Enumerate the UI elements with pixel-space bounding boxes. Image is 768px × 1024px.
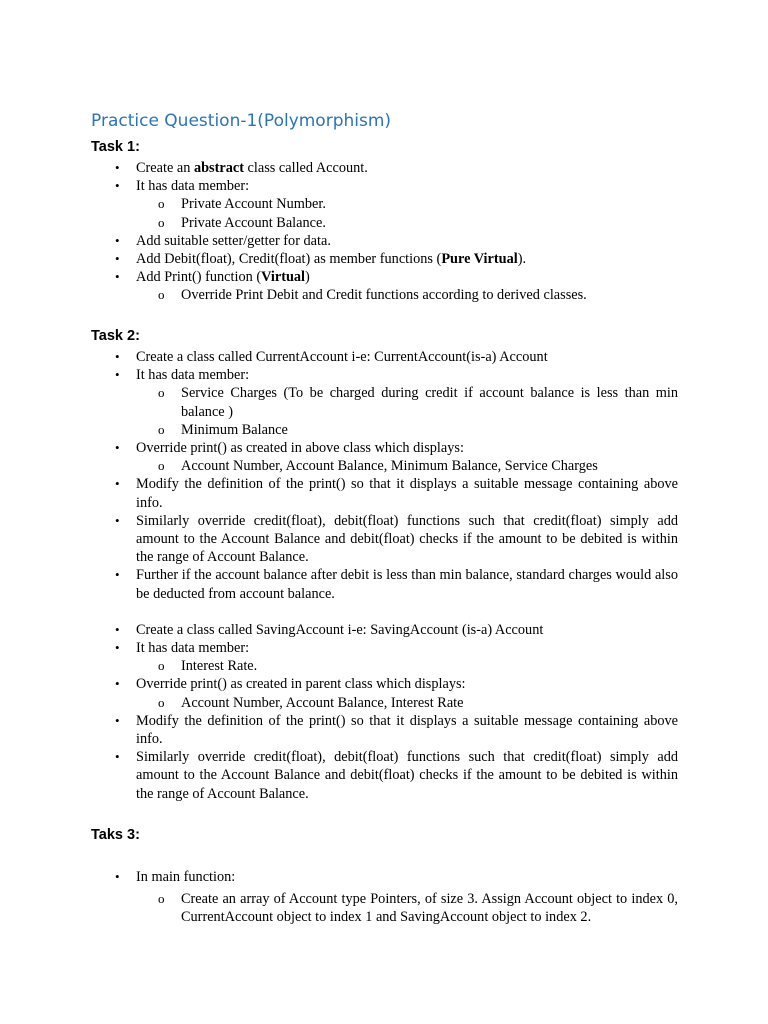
list-item — [113, 268, 678, 286]
list-item-text: class called Account. — [243, 160, 368, 176]
list-item — [113, 475, 678, 511]
bullet-marker: • — [115, 269, 120, 285]
sub-list-item — [113, 214, 678, 232]
bullet-marker: • — [115, 440, 120, 456]
sub-list-item — [113, 890, 678, 926]
spacer — [113, 603, 678, 621]
bullet-marker: • — [115, 367, 120, 383]
list-item-text: Create a class called CurrentAccount i-e: CurrentAccount(is-a) Account — [136, 349, 548, 365]
sub-list-item — [113, 421, 678, 439]
list-item — [113, 566, 678, 602]
bold-text: Virtual — [261, 269, 306, 286]
task3-list — [113, 868, 678, 927]
list-item — [113, 159, 678, 177]
sub-bullet-marker: o — [158, 214, 165, 230]
sub-bullet-marker: o — [158, 421, 165, 437]
list-item-text: Override print() as created in parent class which displays: — [136, 676, 466, 693]
list-item-text: Create a class called SavingAccount i-e: SavingAccount (is-a) Account — [136, 621, 544, 638]
bullet-marker: • — [115, 676, 120, 692]
task1-heading: Task 1: — [91, 139, 140, 155]
list-item-text: Override Print Debit and Credit functions according to derived classes. — [181, 287, 587, 304]
sub-bullet-marker: o — [158, 385, 165, 401]
bullet-marker: • — [115, 349, 120, 364]
list-item-text: Similarly override credit(float), debit(float) functions such that credit(float) simply add amount to the Account Balance and debit(float) checks if the amount to be debited is within the range of Account Balance. — [136, 749, 678, 802]
bullet-marker: • — [115, 621, 120, 637]
list-item-text: Create an — [136, 160, 194, 176]
task1-list — [113, 159, 678, 305]
list-item-text: Account Number, Account Balance, Minimum Balance, Service Charges — [181, 458, 598, 475]
bullet-marker: • — [115, 567, 120, 583]
bullet-marker: • — [115, 232, 120, 248]
list-item-text: Private Account Number. — [181, 196, 326, 213]
sub-bullet-marker: o — [158, 287, 165, 303]
bullet-marker: • — [115, 640, 120, 656]
list-item-text: Account Number, Account Balance, Interest Rate — [181, 694, 464, 711]
list-item-text: Add suitable setter/getter for data. — [136, 232, 331, 249]
list-item — [113, 439, 678, 457]
sub-list-item — [113, 657, 678, 675]
sub-bullet-marker: o — [158, 658, 165, 674]
list-item-text: ) — [305, 269, 310, 286]
sub-bullet-marker: o — [158, 458, 165, 474]
list-item-text: Minimum Balance — [181, 421, 288, 438]
page-title: Practice Question-1(Polymorphism) — [91, 111, 392, 131]
list-item — [113, 366, 678, 384]
list-item-text: It has data member: — [136, 640, 250, 657]
sub-list-item — [113, 384, 678, 420]
list-item — [113, 512, 678, 567]
sub-bullet-marker: o — [158, 694, 165, 710]
bullet-marker: • — [115, 869, 120, 884]
list-item-text: Add Print() function ( — [136, 269, 262, 286]
list-item-text: Service Charges (To be charged during credit if account balance is less than min balance ) — [181, 385, 678, 420]
sub-list-item — [113, 694, 678, 712]
bullet-marker: • — [115, 476, 120, 492]
bullet-marker: • — [115, 712, 120, 728]
sub-list-item — [113, 457, 678, 475]
task2-list — [113, 348, 678, 803]
list-item-text: ). — [517, 251, 527, 268]
list-item — [113, 250, 678, 268]
sub-list-item — [113, 195, 678, 213]
list-item-text: Override print() as created in above class which displays: — [136, 440, 464, 457]
list-item — [113, 748, 678, 803]
list-item-text: Modify the definition of the print() so that it displays a suitable message containing above info. — [136, 476, 678, 511]
task2-heading: Task 2: — [91, 328, 140, 344]
list-item — [113, 232, 678, 250]
bold-text: Pure Virtual — [441, 251, 518, 268]
list-item — [113, 675, 678, 693]
list-item-text: It has data member: — [136, 367, 250, 384]
sub-list-item — [113, 286, 678, 304]
bullet-marker: • — [115, 512, 120, 528]
list-item-text: In main function: — [136, 869, 236, 885]
bullet-marker: • — [115, 251, 120, 267]
list-item — [113, 621, 678, 639]
task3-heading: Taks 3: — [91, 827, 140, 843]
bullet-marker: • — [115, 749, 120, 765]
list-item — [113, 177, 678, 195]
bullet-marker: • — [115, 178, 120, 194]
bold-text: abstract — [193, 160, 244, 176]
list-item — [113, 868, 678, 886]
list-item-text: Create an array of Account type Pointers, of size 3. Assign Account object to index 0, CurrentAccount object to index 1 and SavingAccount object to index 2. — [181, 891, 678, 926]
list-item — [113, 348, 678, 366]
list-item-text: Modify the definition of the print() so that it displays a suitable message containing above info. — [136, 712, 678, 748]
list-item-text: It has data member: — [136, 178, 250, 195]
list-item-text: Further if the account balance after debit is less than min balance, standard charges would also be deducted from account balance. — [136, 567, 678, 602]
list-item-text: Similarly override credit(float), debit(float) functions such that credit(float) simply add amount to the Account Balance and debit(float) checks if the amount to be debited is within the range of Account Balance. — [136, 512, 678, 566]
list-item — [113, 712, 678, 748]
bullet-marker: • — [115, 160, 120, 175]
sub-bullet-marker: o — [158, 196, 165, 212]
sub-bullet-marker: o — [158, 891, 165, 907]
list-item — [113, 639, 678, 657]
list-item-text: Add Debit(float), Credit(float) as member functions ( — [136, 251, 442, 268]
list-item-text: Private Account Balance. — [181, 214, 326, 231]
list-item-text: Interest Rate. — [181, 658, 258, 675]
